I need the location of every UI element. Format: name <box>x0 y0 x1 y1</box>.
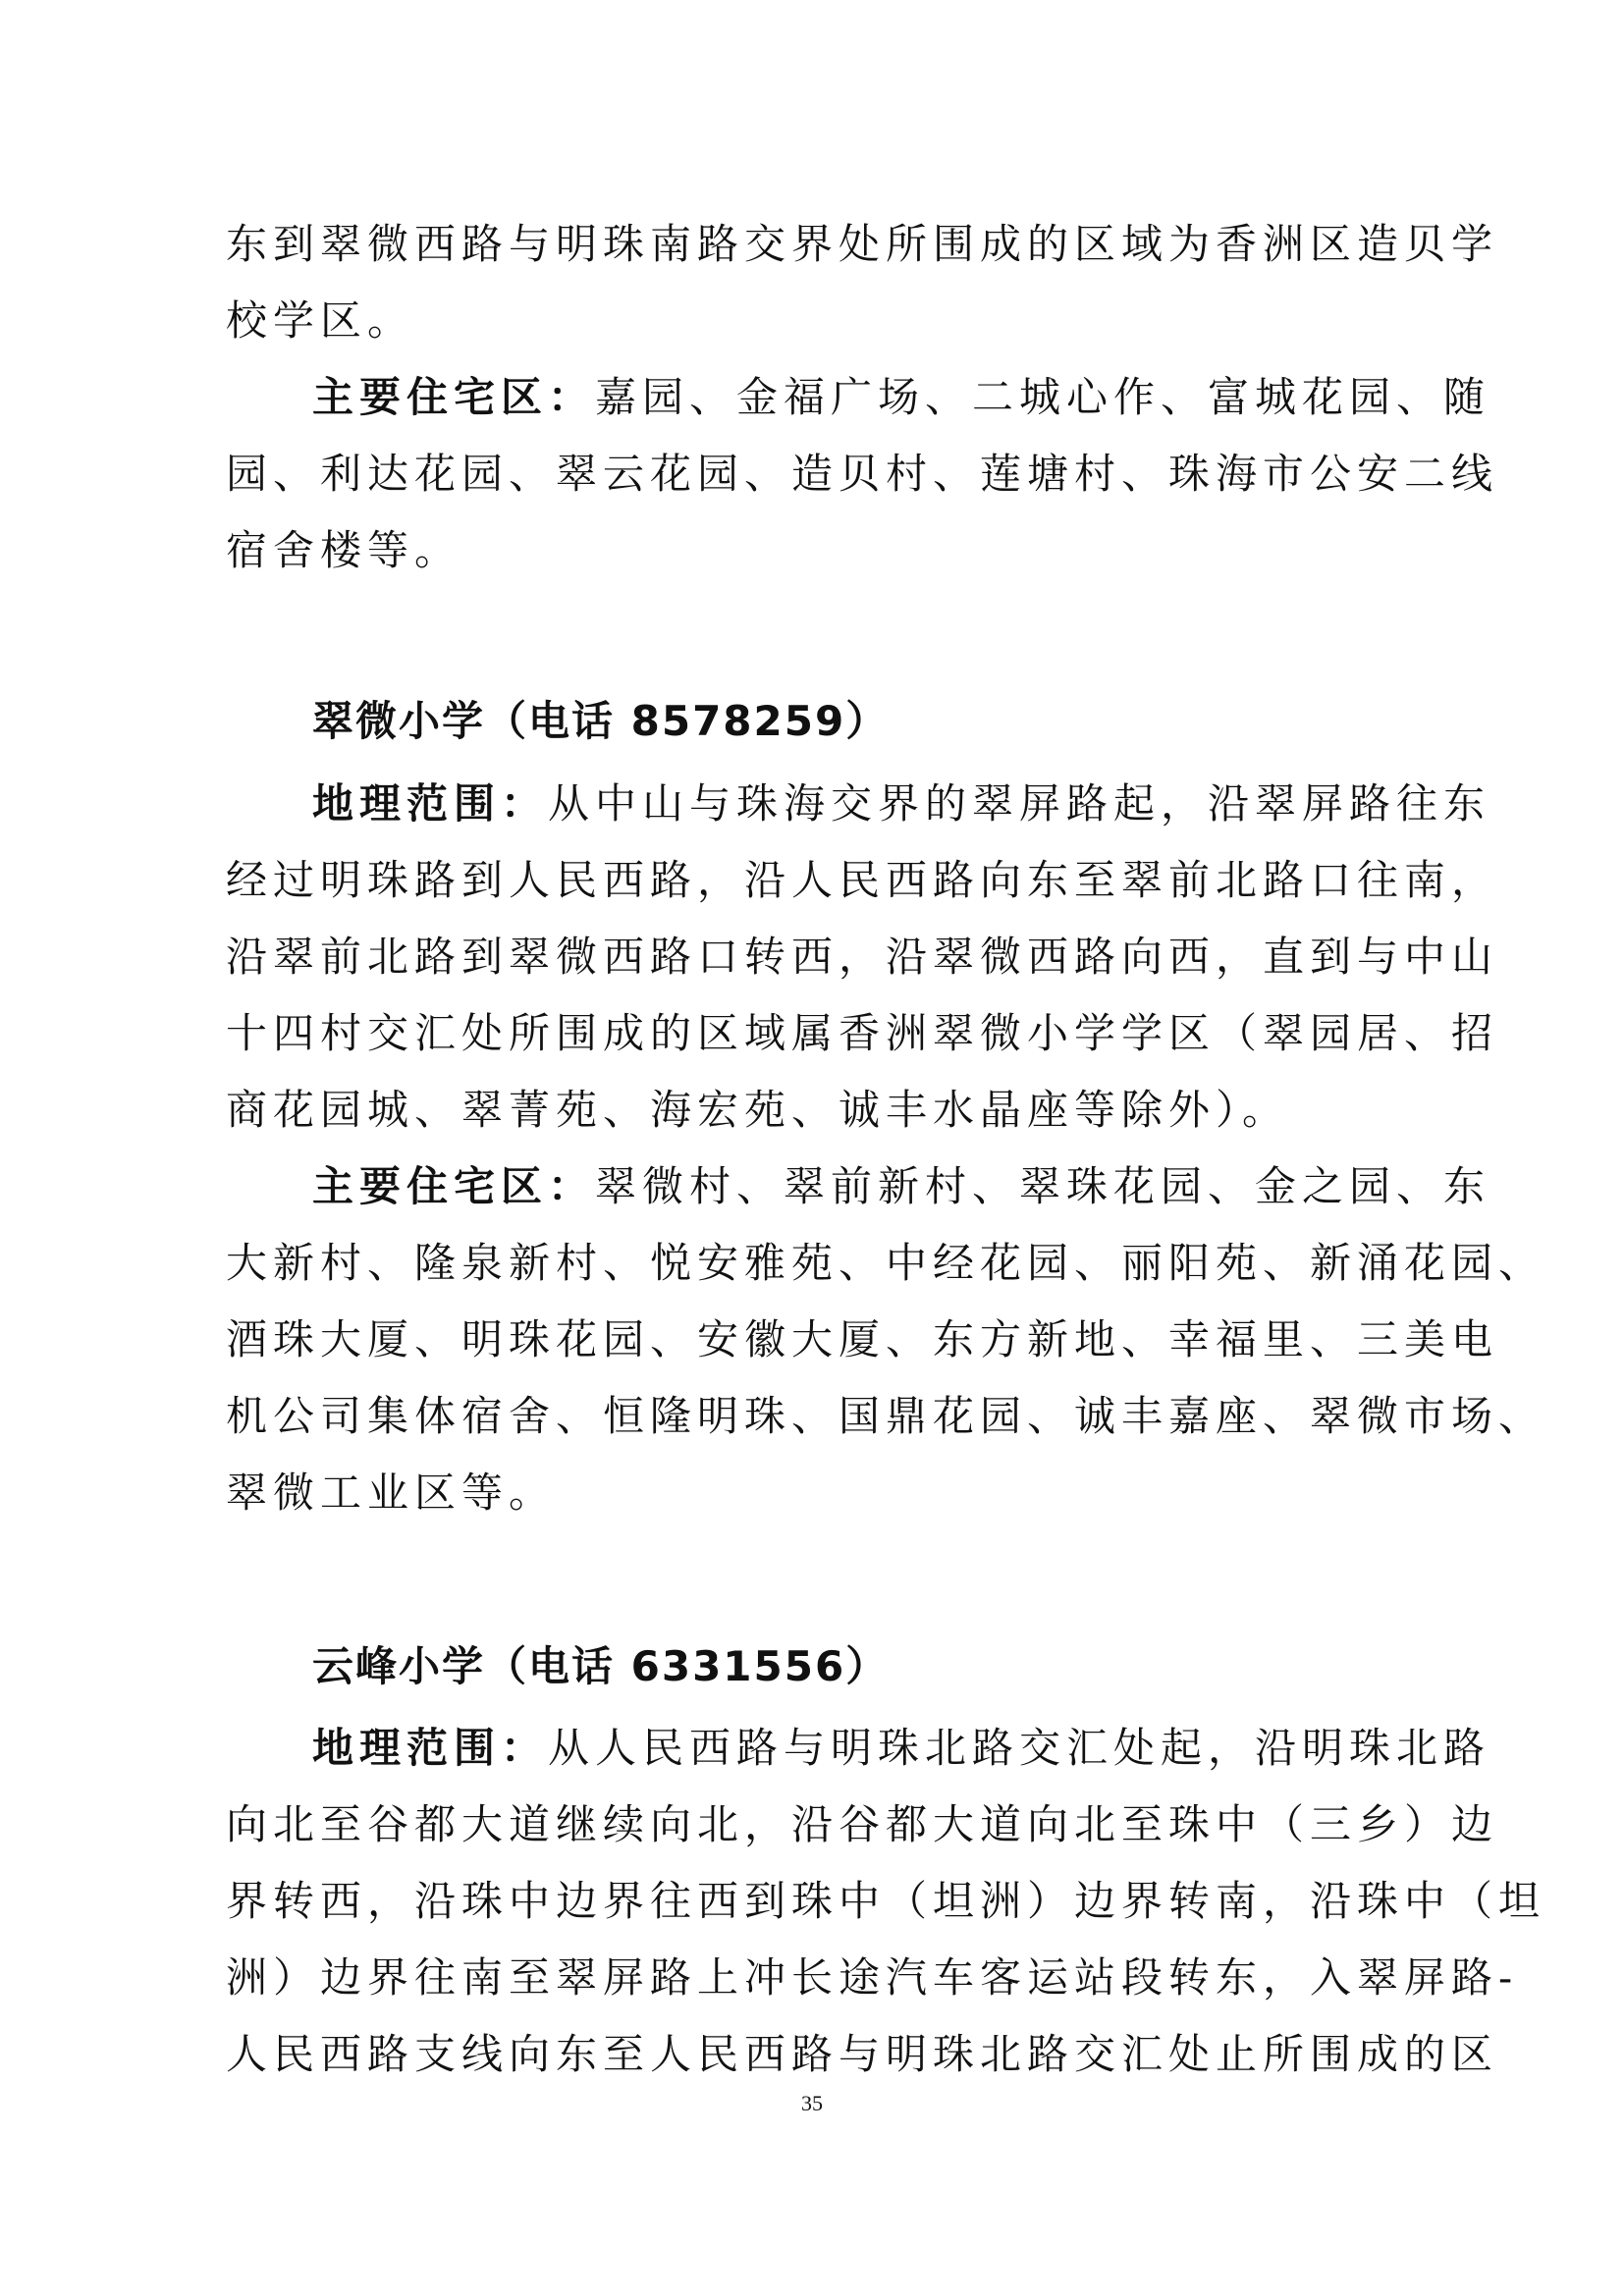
residential-text: 翠微村、翠前新村、翠珠花园、金之园、东 <box>595 1162 1491 1210</box>
block-cuiwei <box>226 766 1546 1531</box>
residential-paragraph-start <box>226 1148 1491 1225</box>
residential-text: 嘉园、金福广场、二城心作、富城花园、随 <box>595 373 1491 421</box>
text-line: 界转西，沿珠中边界往西到珠中（坦洲）边界转南，沿珠中（坦 <box>226 1877 1546 1925</box>
block-yunfeng <box>226 1710 1546 2093</box>
residential-label: 主要住宅区： <box>312 1162 596 1210</box>
school-heading-yunfeng: 云峰小学（电话 6331556） <box>312 1642 890 1690</box>
text-line: 洲）边界往南至翠屏路上冲长途汽车客运站段转东，入翠屏路- <box>226 1953 1519 2002</box>
text-line: 向北至谷都大道继续向北，沿谷都大道向北至珠中（三乡）边 <box>226 1800 1499 1848</box>
geo-label: 地理范围： <box>312 779 549 828</box>
text-line: 翠微工业区等。 <box>226 1468 557 1517</box>
text-line: 校学区。 <box>226 296 415 345</box>
text-line: 东到翠微西路与明珠南路交界处所围成的区域为香洲区造贝学 <box>226 220 1499 268</box>
residential-label: 主要住宅区： <box>312 373 596 421</box>
page-number: 35 <box>801 2091 823 2115</box>
text-line: 机公司集体宿舍、恒隆明珠、国鼎花园、诚丰嘉座、翠微市场、 <box>226 1392 1546 1440</box>
text-line: 十四村交汇处所围成的区域属香洲翠微小学学区（翠园居、招 <box>226 1009 1499 1057</box>
geo-label: 地理范围： <box>312 1724 549 1772</box>
geo-paragraph-start <box>226 766 1491 842</box>
residential-paragraph-start <box>226 359 1491 436</box>
text-line: 酒珠大厦、明珠花园、安徽大厦、东方新地、幸福里、三美电 <box>226 1315 1499 1363</box>
text-line: 人民西路支线向东至人民西路与明珠北路交汇处止所围成的区 <box>226 2030 1499 2078</box>
text-line: 经过明珠路到人民西路，沿人民西路向东至翠前北路口往南， <box>226 856 1499 904</box>
text-line: 宿舍楼等。 <box>226 526 462 574</box>
text-line: 大新村、隆泉新村、悦安雅苑、中经花园、丽阳苑、新涌花园、 <box>226 1239 1546 1287</box>
text-line: 园、利达花园、翠云花园、造贝村、莲塘村、珠海市公安二线 <box>226 450 1499 498</box>
text-line: 商花园城、翠菁苑、海宏苑、诚丰水晶座等除外）。 <box>226 1086 1290 1134</box>
geo-text: 从人民西路与明珠北路交汇处起，沿明珠北路 <box>548 1724 1491 1772</box>
text-line: 沿翠前北路到翠微西路口转西，沿翠微西路向西，直到与中山 <box>226 933 1499 981</box>
geo-text: 从中山与珠海交界的翠屏路起，沿翠屏路往东 <box>548 779 1491 828</box>
geo-paragraph-start <box>226 1710 1491 1787</box>
block-continuation <box>226 206 1499 589</box>
school-heading-cuiwei: 翠微小学（电话 8578259） <box>312 697 890 745</box>
